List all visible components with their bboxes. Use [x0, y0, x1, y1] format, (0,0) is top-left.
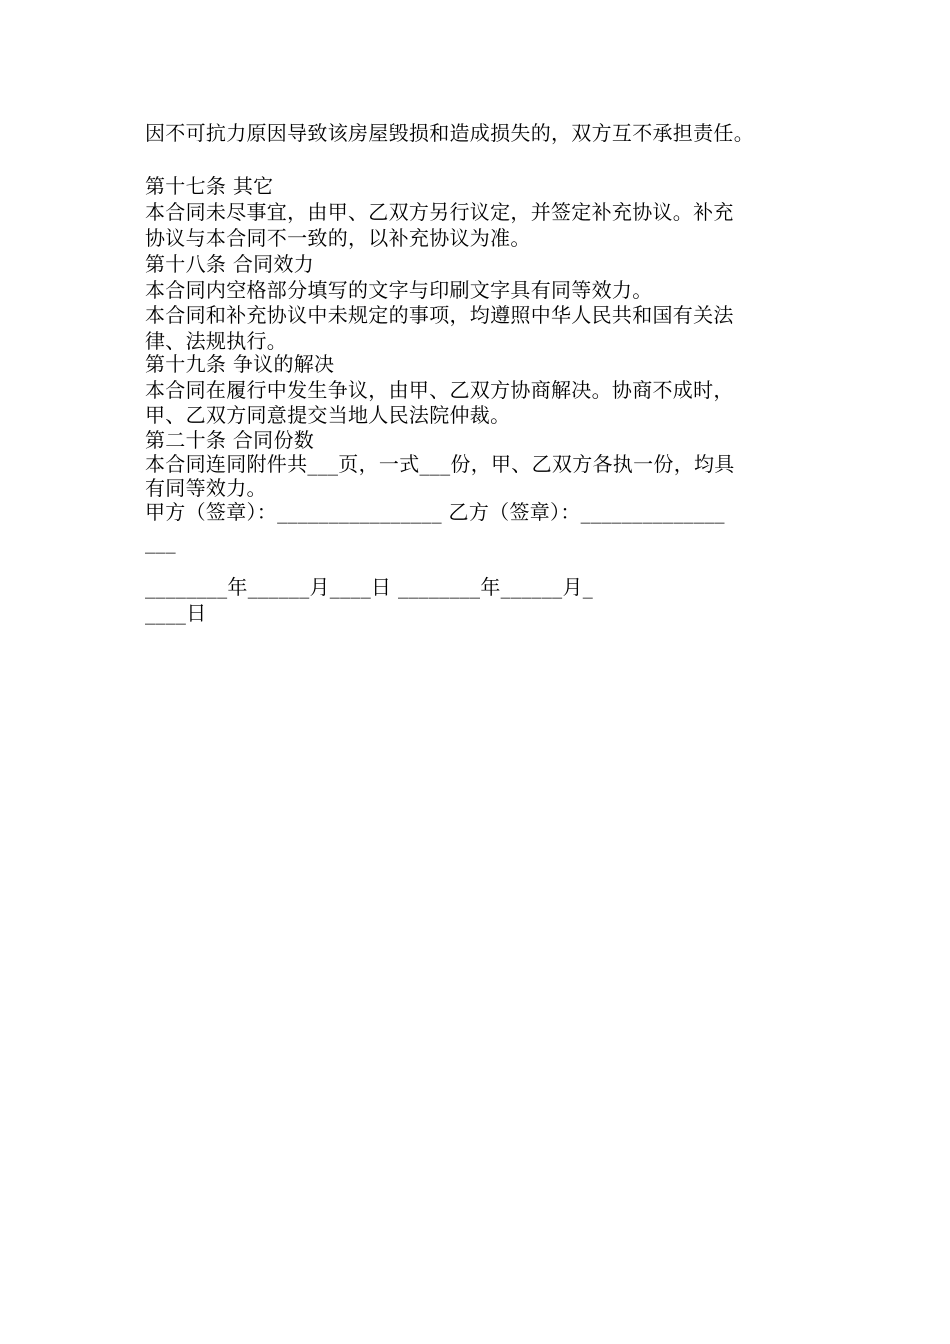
clause-17-text-line-1: 本合同未尽事宜，由甲、乙双方另行议定，并签定补充协议。补充: [145, 200, 734, 224]
clause-20-heading: 第二十条 合同份数: [145, 428, 315, 452]
clause-18-heading: 第十八条 合同效力: [145, 252, 315, 276]
clause-19-heading: 第十九条 争议的解决: [145, 352, 335, 376]
signature-line-continuation: ___: [145, 530, 176, 554]
clause-18-text-line-3: 律、法规执行。: [145, 329, 288, 353]
clause-20-text-line-2: 有同等效力。: [145, 476, 267, 500]
signature-line: 甲方（签章）：________________ 乙方（签章）：______________: [145, 500, 725, 524]
clause-16-force-majeure-text: 因不可抗力原因导致该房屋毁损和造成损失的，双方互不承担责任。: [145, 121, 754, 145]
clause-17-text-line-2: 协议与本合同不一致的，以补充协议为准。: [145, 226, 531, 250]
clause-18-text-line-2: 本合同和补充协议中未规定的事项，均遵照中华人民共和国有关法: [145, 303, 734, 327]
clause-17-heading: 第十七条 其它: [145, 174, 274, 198]
clause-19-text-line-2: 甲、乙双方同意提交当地人民法院仲裁。: [145, 403, 511, 427]
date-line-continuation: ____日: [145, 601, 207, 625]
clause-19-text-line-1: 本合同在履行中发生争议，由甲、乙双方协商解决。协商不成时，: [145, 378, 734, 402]
clause-20-text-line-1: 本合同连同附件共___页，一式___份，甲、乙双方各执一份，均具: [145, 452, 735, 476]
clause-18-text-line-1: 本合同内空格部分填写的文字与印刷文字具有同等效力。: [145, 278, 653, 302]
date-line: ________年______月____日 ________年______月_: [145, 575, 594, 599]
